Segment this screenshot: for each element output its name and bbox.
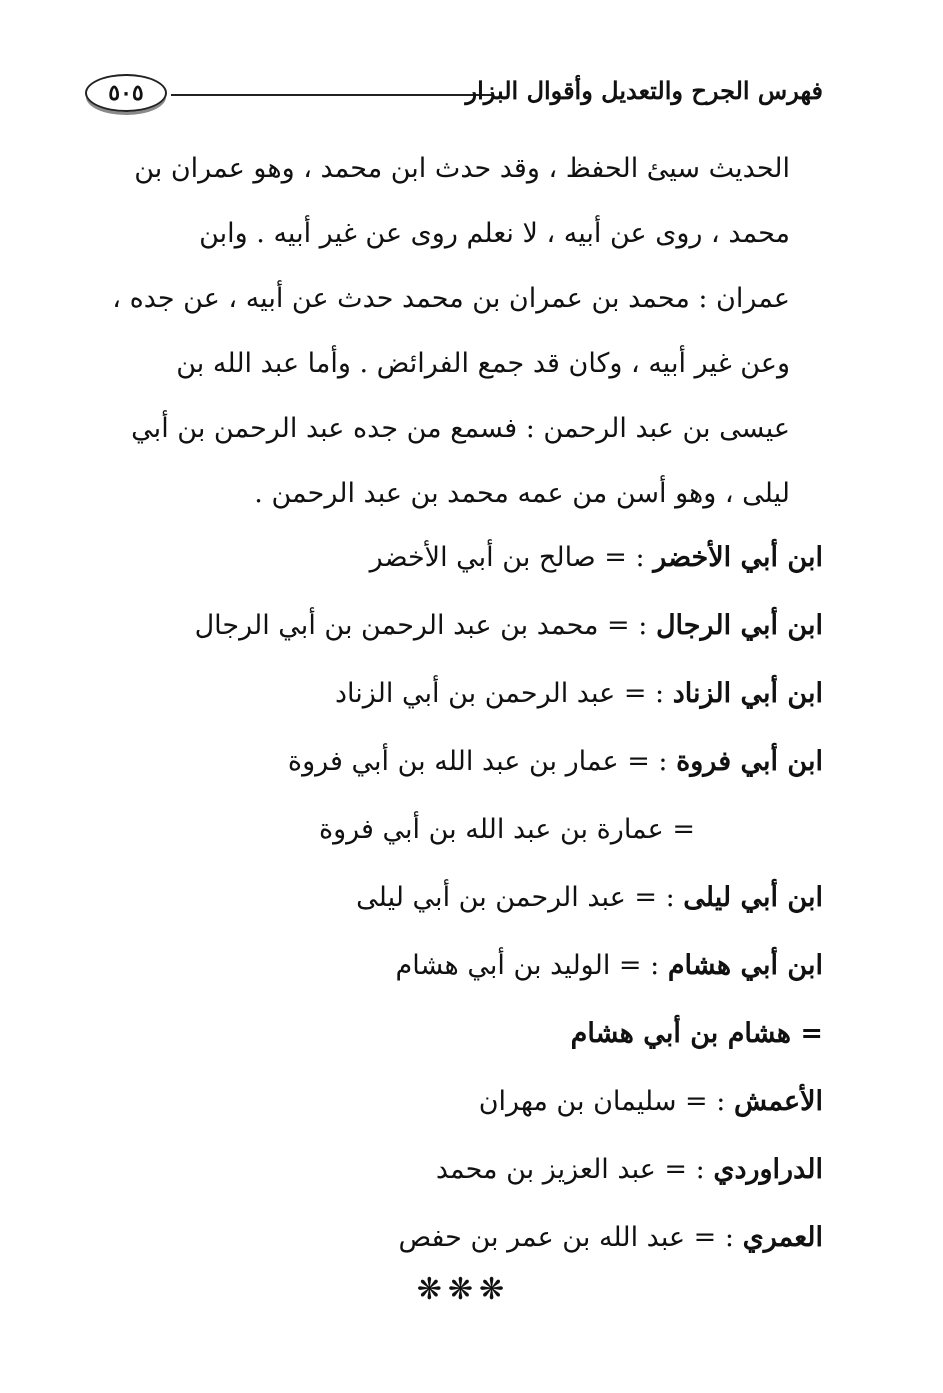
index-entry [103, 598, 823, 666]
index-entry-continuation [103, 1006, 823, 1074]
entry-value: : = عبد الرحمن بن أبي ليلى [356, 882, 675, 913]
index-entry [103, 666, 823, 734]
index-entry [103, 938, 823, 1006]
index-entry [103, 1074, 823, 1142]
index-entry [103, 530, 823, 598]
entry-term: الأعمش [733, 1086, 823, 1117]
entry-value: : = عبد الله بن عمر بن حفص [398, 1222, 734, 1253]
paragraph-line: ليلى ، وهو أسن من عمه محمد بن عبد الرحمن . [254, 478, 790, 509]
index-entry [103, 1142, 823, 1210]
entry-term: ابن أبي الزناد [672, 678, 823, 709]
paragraph-line: عيسى بن عبد الرحمن : فسمع من جده عبد الرحمن بن أبي [131, 413, 790, 444]
page-number: ٥٠٥ [85, 74, 167, 112]
entry-value: = عمارة بن عبد الله بن أبي فروة [318, 814, 695, 845]
body-paragraph [112, 136, 790, 526]
entry-value: = هشام بن أبي هشام [570, 1018, 823, 1049]
entry-term: ابن أبي فروة [676, 746, 823, 777]
entry-value: : = صالح بن أبي الأخضر [369, 542, 645, 573]
index-entries [103, 530, 823, 1278]
entry-value: : = عمار بن عبد الله بن أبي فروة [287, 746, 668, 777]
index-entry-continuation [103, 802, 823, 870]
paragraph-line: عمران : محمد بن عمران بن محمد حدث عن أبيه ، عن جده ، [112, 283, 790, 314]
paragraph-line: وعن غير أبيه ، وكان قد جمع الفرائض . وأما عبد الله بن [176, 348, 790, 379]
index-entry [103, 870, 823, 938]
entry-term: العمري [742, 1222, 823, 1253]
running-header [85, 72, 823, 128]
entry-term: الدراوردي [713, 1154, 823, 1185]
paragraph-line: الحديث سيئ الحفظ ، وقد حدث ابن محمد ، وهو عمران بن [134, 153, 790, 184]
entry-value: : = سليمان بن مهران [478, 1086, 726, 1117]
entry-term: ابن أبي الأخضر [653, 542, 823, 573]
entry-term: ابن أبي ليلى [683, 882, 823, 913]
index-entry [103, 734, 823, 802]
entry-value: : = عبد العزيز بن محمد [435, 1154, 705, 1185]
section-separator: ❋❋❋ [416, 1272, 511, 1307]
index-entry [103, 1210, 823, 1278]
entry-value: : = عبد الرحمن بن أبي الزناد [335, 678, 665, 709]
entry-term: ابن أبي هشام [667, 950, 823, 981]
entry-value: : = الوليد بن أبي هشام [395, 950, 660, 981]
entry-value: : = محمد بن عبد الرحمن بن أبي الرجال [194, 610, 648, 641]
entry-term: ابن أبي الرجال [655, 610, 823, 641]
header-rule [171, 94, 493, 96]
paragraph-line: محمد ، روى عن أبيه ، لا نعلم روى عن غير أبيه . وابن [199, 218, 790, 249]
running-title: فهرس الجرح والتعديل وأقوال البزار [465, 76, 823, 105]
